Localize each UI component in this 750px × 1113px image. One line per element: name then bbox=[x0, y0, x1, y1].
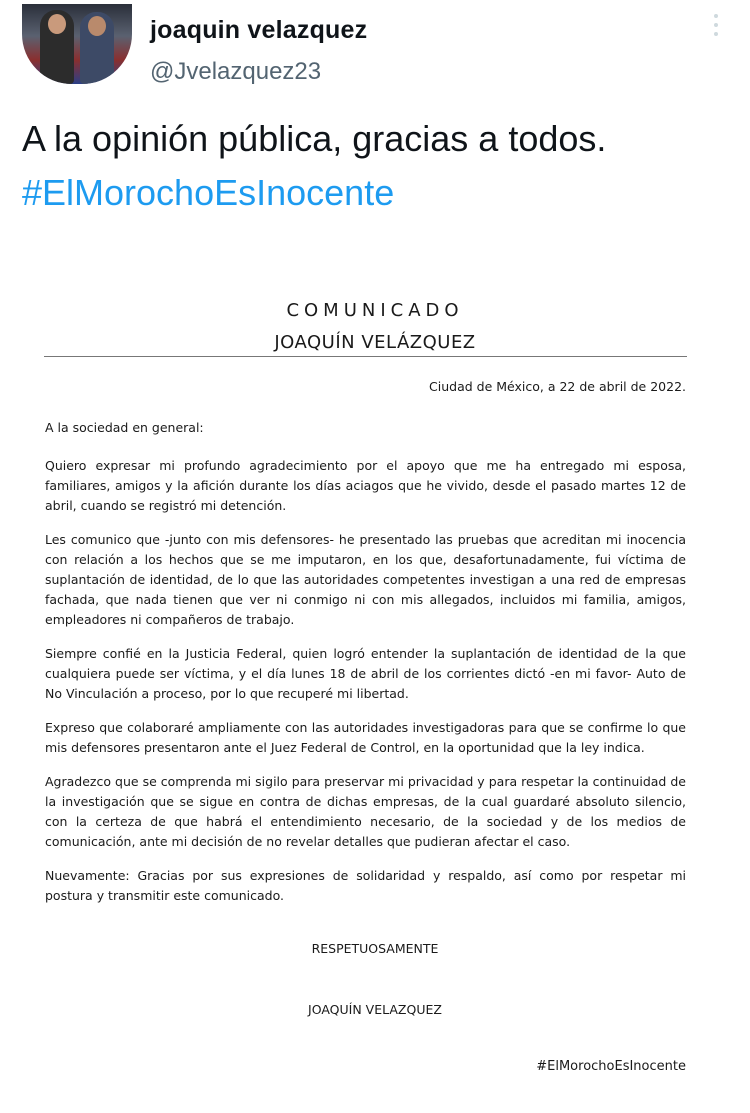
document-author-name: JOAQUÍN VELÁZQUEZ bbox=[274, 332, 476, 353]
document-paragraph: Siempre confié en la Justicia Federal, quien logró entender la suplantación de identidad de la que cualquiera puede ser víctima, y el día lunes 18 de abril de los corrientes dictó -en mi favor- Auto de No Vinculación a proceso, por lo que recuperé mi libertad. bbox=[45, 646, 686, 701]
author-handle[interactable]: @Jvelazquez23 bbox=[150, 58, 322, 85]
document-date-line: Ciudad de México, a 22 de abril de 2022. bbox=[429, 379, 686, 394]
tweet-hashtag-link[interactable]: #ElMorochoEsInocente bbox=[22, 172, 395, 213]
tweet-text bbox=[22, 112, 732, 220]
document-footer-hashtag: #ElMorochoEsInocente bbox=[536, 1059, 686, 1074]
avatar-person-left bbox=[40, 10, 74, 84]
document-paragraph: Expreso que colaboraré ampliamente con las autoridades investigadoras para que se confirme lo que mis defensores presentaron ante el Juez Federal de Control, en la oportunidad que la ley indica. bbox=[45, 720, 686, 755]
document-divider bbox=[44, 356, 687, 357]
document-salutation: A la sociedad en general: bbox=[45, 420, 204, 435]
document-paragraph: Agradezco que se comprenda mi sigilo para preservar mi privacidad y para respetar la continuidad de la investigación que se sigue en contra de dichas empresas, de la cual guardaré absoluto silencio, con la certeza de que habrá el entendimiento necesario, de la sociedad y de los medios de comunicación, ante mi decisión de no revelar detalles que pudieran afectar el caso. bbox=[45, 774, 686, 849]
tweet-body: A la opinión pública, gracias a todos. bbox=[22, 118, 607, 159]
avatar[interactable] bbox=[22, 4, 132, 84]
attached-document-image[interactable] bbox=[0, 280, 750, 1113]
more-options-icon[interactable] bbox=[704, 10, 728, 40]
author-display-name[interactable]: joaquin velazquez bbox=[150, 16, 368, 44]
avatar-person-right bbox=[80, 12, 114, 84]
document-body bbox=[45, 418, 686, 920]
document-sign-off: RESPETUOSAMENTE bbox=[311, 941, 439, 956]
document-paragraph: Les comunico que -junto con mis defensores- he presentado las pruebas que acreditan mi inocencia con relación a los hechos que se me imputaron, en los que, desafortunadamente, fui víctima de suplantación de identidad, de lo que las autoridades competentes investigan a una red de empresas fachada, que nada tienen que ver ni conmigo ni con mis allegados, incluidos mi familia, amigos, empleadores ni compañeros de trabajo. bbox=[45, 532, 686, 627]
document-paragraph: Quiero expresar mi profundo agradecimiento por el apoyo que me ha entregado mi esposa, familiares, amigos y la afición durante los días aciagos que he vivido, desde el pasado martes 12 de abril, cuando se registró mi detención. bbox=[45, 458, 686, 513]
document-paragraph: Nuevamente: Gracias por sus expresiones de solidaridad y respaldo, así como por respetar mi postura y transmitir este comunicado. bbox=[45, 868, 686, 903]
document-signature: JOAQUÍN VELAZQUEZ bbox=[308, 1002, 442, 1017]
document-title: COMUNICADO bbox=[286, 300, 464, 321]
